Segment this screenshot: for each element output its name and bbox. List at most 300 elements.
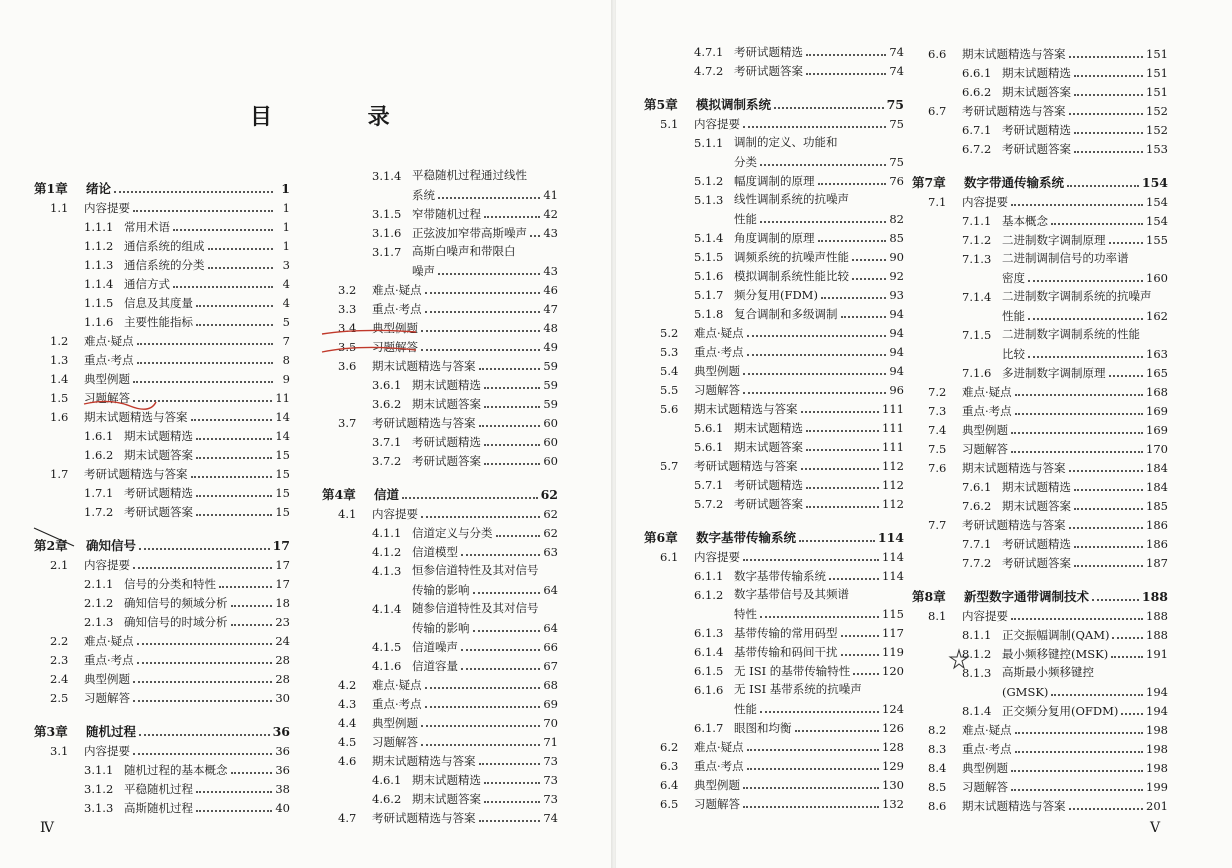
entry-page: 75: [889, 155, 904, 169]
toc-chapter-entry: [322, 478, 558, 502]
entry-label: 考研试题精选与答案: [84, 467, 188, 481]
entry-page: 3: [282, 258, 290, 272]
toc-entry: [322, 673, 558, 692]
entry-label: 正交频分复用(OFDM): [1002, 704, 1119, 718]
entry-page: 94: [889, 326, 904, 340]
entry-number: 6.7.1: [962, 123, 992, 137]
entry-label: 平稳随机过程通过线性: [412, 168, 527, 182]
entry-page: 43: [543, 226, 558, 240]
entry-label: 恒参信道特性及其对信号: [412, 563, 539, 577]
entry-page: 112: [882, 478, 904, 492]
entry-label: 调频系统的抗噪声性能: [734, 250, 849, 264]
entry-label: 难点·疑点: [372, 283, 422, 297]
leader-dots: [1069, 55, 1144, 58]
entry-label: 期末试题精选与答案: [84, 410, 188, 424]
entry-page: 62: [543, 507, 558, 521]
leader-dots: [806, 429, 879, 432]
entry-label: 信道: [374, 487, 400, 502]
entry-page: 64: [543, 583, 558, 597]
toc-column-left-2: [322, 164, 558, 825]
entry-number: 2.1: [50, 558, 69, 572]
leader-dots: [133, 752, 272, 755]
entry-label: 期末试题精选与答案: [962, 461, 1066, 475]
entry-number: 5.1: [660, 117, 679, 131]
entry-number: 1.7.2: [84, 505, 114, 519]
entry-number: 8.1.2: [962, 647, 992, 661]
toc-entry: [912, 494, 1168, 513]
toc-entry: [322, 316, 558, 335]
entry-page: 23: [275, 615, 290, 629]
entry-page: 59: [543, 359, 558, 373]
entry-label: 习题解答: [962, 780, 1008, 794]
toc-entry: [644, 40, 904, 59]
toc-entry: [912, 361, 1168, 380]
toc-entry: [34, 572, 290, 591]
entry-number: 3.3: [338, 302, 357, 316]
toc-entry: [322, 297, 558, 316]
leader-dots: [461, 648, 540, 651]
entry-label: 典型例题: [962, 423, 1008, 437]
entry-label: 信道模型: [412, 545, 458, 559]
leader-dots: [1069, 469, 1144, 472]
toc-chapter-entry: [34, 715, 290, 739]
entry-label: 信道定义与分类: [412, 526, 493, 540]
entry-page: 11: [275, 391, 290, 405]
leader-dots: [496, 534, 541, 537]
entry-number: 4.6: [338, 754, 357, 768]
entry-number: 4.1.5: [372, 640, 402, 654]
entry-number: 5.1.7: [694, 288, 724, 302]
entry-label: 典型例题: [372, 716, 418, 730]
leader-dots: [137, 642, 273, 645]
leader-dots: [196, 494, 272, 497]
toc-entry: [34, 481, 290, 500]
leader-dots: [801, 410, 880, 413]
leader-dots: [1069, 526, 1144, 529]
entry-label: 期末试题精选与答案: [962, 47, 1066, 61]
entry-number: 6.5: [660, 797, 679, 811]
toc-entry: [912, 437, 1168, 456]
entry-number: 3.5: [338, 340, 357, 354]
entry-page: 1: [282, 239, 290, 253]
entry-label: 考研试题答案: [734, 497, 803, 511]
entry-label: 高斯白噪声和带限白: [412, 244, 516, 258]
entry-page: 60: [543, 435, 558, 449]
entry-page: 63: [543, 545, 558, 559]
entry-page: 17: [272, 538, 290, 553]
entry-label: 重点·考点: [372, 302, 422, 316]
entry-label: 重点·考点: [372, 697, 422, 711]
toc-entry: [34, 648, 290, 667]
entry-page: 24: [275, 634, 290, 648]
toc-entry: [34, 215, 290, 234]
toc-column-right-2: [912, 42, 1168, 813]
entry-number: 3.1.1: [84, 763, 114, 777]
entry-page: 151: [1146, 47, 1168, 61]
toc-entry: [912, 118, 1168, 137]
entry-page: 59: [543, 397, 558, 411]
entry-number: 3.1.7: [372, 245, 402, 259]
entry-label: 平稳随机过程: [124, 782, 193, 796]
entry-label: 眼图和均衡: [734, 721, 792, 735]
toc-entry: [912, 418, 1168, 437]
entry-number: 1.1.3: [84, 258, 114, 272]
toc-entry: [34, 272, 290, 291]
entry-page: 15: [275, 505, 290, 519]
entry-number: 6.3: [660, 759, 679, 773]
leader-dots: [743, 805, 879, 808]
entry-label: 重点·考点: [694, 345, 744, 359]
entry-page: 128: [882, 740, 904, 754]
entry-page: 62: [540, 487, 558, 502]
toc-entry: [34, 386, 290, 405]
entry-number: 7.1.1: [962, 214, 992, 228]
toc-entry: [912, 513, 1168, 532]
leader-dots: [1074, 488, 1143, 491]
entry-number: 2.1.1: [84, 577, 114, 591]
entry-label: 期末试题答案: [1002, 85, 1071, 99]
leader-dots: [747, 767, 879, 770]
toc-entry: [912, 42, 1168, 61]
toc-entry: [912, 80, 1168, 99]
leader-dots: [191, 418, 273, 421]
entry-label: 考研试题精选: [1002, 123, 1071, 137]
leader-dots: [421, 348, 540, 351]
entry-page: 38: [275, 782, 290, 796]
entry-number: 7.6.2: [962, 499, 992, 513]
toc-entry: [322, 430, 558, 449]
leader-dots: [231, 604, 273, 607]
leader-dots: [133, 699, 272, 702]
entry-number: 6.2: [660, 740, 679, 754]
entry-number: 8.6: [928, 799, 947, 813]
entry-number: 1.7: [50, 467, 69, 481]
entry-label: 期末试题答案: [1002, 499, 1071, 513]
leader-dots: [1011, 769, 1143, 772]
entry-page: 75: [886, 97, 904, 112]
entry-number: 4.1.3: [372, 564, 402, 578]
entry-page: 155: [1146, 233, 1168, 247]
entry-page: 152: [1146, 104, 1168, 118]
leader-dots: [747, 334, 887, 337]
entry-label: 重点·考点: [84, 353, 134, 367]
leader-dots: [841, 653, 880, 656]
entry-page: 69: [543, 697, 558, 711]
entry-page: 186: [1146, 518, 1168, 532]
entry-label: 考研试题答案: [734, 64, 803, 78]
leader-dots: [1015, 393, 1143, 396]
entry-page: 73: [543, 773, 558, 787]
toc-chapter-entry: [644, 88, 904, 112]
entry-page: 151: [1146, 85, 1168, 99]
entry-number: 4.1.6: [372, 659, 402, 673]
leader-dots: [795, 729, 880, 732]
toc-entry: [912, 623, 1168, 642]
entry-page: 7: [282, 334, 290, 348]
toc-entry: [34, 500, 290, 519]
entry-page: 120: [882, 664, 904, 678]
entry-page: 68: [543, 678, 558, 692]
toc-entry: [644, 640, 904, 659]
toc-entry: [34, 739, 290, 758]
leader-dots: [484, 215, 540, 218]
toc-entry: [912, 399, 1168, 418]
entry-label: 考研试题精选: [734, 478, 803, 492]
entry-label: 重点·考点: [962, 742, 1012, 756]
leader-dots: [1069, 807, 1144, 810]
entry-number: 1.1: [50, 201, 69, 215]
entry-page: 191: [1146, 647, 1168, 661]
leader-dots: [1015, 412, 1143, 415]
entry-page: 152: [1146, 123, 1168, 137]
toc-entry: [912, 285, 1168, 323]
entry-label: 内容提要: [84, 201, 130, 215]
entry-label: 难点·疑点: [84, 634, 134, 648]
entry-number: 3.1.2: [84, 782, 114, 796]
toc-entry: [644, 283, 904, 302]
leader-dots: [137, 661, 273, 664]
entry-label: 确知信号的时域分析: [124, 615, 228, 629]
entry-number: 5.1.5: [694, 250, 724, 264]
toc-entry: [322, 502, 558, 521]
toc-entry: [644, 735, 904, 754]
entry-label: 数字基带信号及其频谱: [734, 587, 849, 601]
entry-number: 6.1.3: [694, 626, 724, 640]
leader-dots: [133, 566, 272, 569]
toc-entry: [322, 411, 558, 430]
toc-entry: [912, 456, 1168, 475]
entry-page: 111: [882, 421, 904, 435]
toc-entry: [322, 392, 558, 411]
toc-entry: [644, 169, 904, 188]
entry-label: 新型数字通带调制技术: [964, 589, 1090, 604]
entry-label: 无 ISI 的基带传输特性: [734, 664, 851, 678]
entry-number: 1.6.2: [84, 448, 114, 462]
leader-dots: [133, 680, 272, 683]
entry-number: 1.1.5: [84, 296, 114, 310]
entry-number: 3.7: [338, 416, 357, 430]
entry-page: 194: [1146, 704, 1168, 718]
toc-entry: [912, 532, 1168, 551]
entry-page: 119: [882, 645, 904, 659]
entry-label: 信道噪声: [412, 640, 458, 654]
toc-entry: [34, 424, 290, 443]
entry-label: 窄带随机过程: [412, 207, 481, 221]
leader-dots: [743, 372, 886, 375]
toc-entry: [34, 291, 290, 310]
leader-dots: [806, 505, 879, 508]
entry-number: 4.1.1: [372, 526, 402, 540]
entry-label: 二进制数字调制原理: [1002, 233, 1106, 247]
entry-number: 7.1.4: [962, 290, 992, 304]
leader-dots: [219, 585, 272, 588]
entry-page: 111: [882, 440, 904, 454]
entry-label: 难点·疑点: [372, 678, 422, 692]
entry-number: 7.7.2: [962, 556, 992, 570]
toc-entry: [912, 190, 1168, 209]
leader-dots: [1111, 655, 1143, 658]
entry-number: 3.1.6: [372, 226, 402, 240]
entry-number: 6.1.5: [694, 664, 724, 678]
toc-entry: [644, 678, 904, 716]
entry-label: 二进制数字调制系统的性能: [1002, 327, 1140, 341]
leader-dots: [425, 705, 541, 708]
entry-page: 115: [882, 607, 904, 621]
leader-dots: [806, 448, 879, 451]
leader-dots: [438, 196, 540, 199]
toc-chapter-entry: [644, 521, 904, 545]
page-number-left: Ⅳ: [40, 820, 54, 836]
entry-number: 4.7.2: [694, 64, 724, 78]
entry-number: 1.6: [50, 410, 69, 424]
leader-dots: [231, 623, 273, 626]
leader-dots: [196, 323, 273, 326]
entry-page: 47: [543, 302, 558, 316]
leader-dots: [747, 748, 879, 751]
entry-page: 74: [889, 64, 904, 78]
entry-label: 期末试题精选与答案: [694, 402, 798, 416]
leader-dots: [208, 247, 274, 250]
toc-entry: [322, 521, 558, 540]
toc-entry: [322, 354, 558, 373]
page-number-right: Ⅴ: [1150, 820, 1161, 836]
entry-number: 7.4: [928, 423, 947, 437]
toc-entry: [912, 794, 1168, 813]
entry-page: 151: [1146, 66, 1168, 80]
entry-page: 28: [275, 653, 290, 667]
toc-entry: [644, 131, 904, 169]
entry-number: 1.1.1: [84, 220, 114, 234]
entry-page: 4: [282, 296, 290, 310]
entry-number: 第1章: [34, 181, 68, 196]
entry-label: 频分复用(FDM): [734, 288, 818, 302]
entry-label: 最小频移键控(MSK): [1002, 647, 1109, 661]
entry-number: 8.1.4: [962, 704, 992, 718]
toc-entry: [322, 730, 558, 749]
entry-label: 重点·考点: [694, 759, 744, 773]
left-page: [0, 0, 612, 868]
entry-label: 信号的分类和特性: [124, 577, 216, 591]
entry-number: 8.2: [928, 723, 947, 737]
entry-number: 6.6.2: [962, 85, 992, 99]
entry-page: 160: [1146, 271, 1168, 285]
toc-entry: [322, 335, 558, 354]
entry-label: 高斯随机过程: [124, 801, 193, 815]
toc-entry: [322, 164, 558, 202]
toc-entry: [912, 323, 1168, 361]
leader-dots: [1109, 241, 1144, 244]
leader-dots: [801, 467, 880, 470]
entry-label: 习题解答: [84, 391, 130, 405]
leader-dots: [133, 399, 272, 402]
entry-page: 162: [1146, 309, 1168, 323]
toc-entry: [644, 545, 904, 564]
leader-dots: [1074, 150, 1143, 153]
entry-page: 168: [1146, 385, 1168, 399]
entry-label: 常用术语: [124, 220, 170, 234]
entry-number: 4.7.1: [694, 45, 724, 59]
toc-entry: [322, 373, 558, 392]
entry-label: 习题解答: [962, 442, 1008, 456]
toc-entry: [34, 610, 290, 629]
toc-entry: [322, 749, 558, 768]
entry-label-continued: 密度: [1002, 271, 1025, 285]
entry-label: 重点·考点: [962, 404, 1012, 418]
leader-dots: [139, 733, 270, 736]
entry-number: 3.1: [50, 744, 69, 758]
entry-number: 6.6: [928, 47, 947, 61]
leader-dots: [196, 437, 272, 440]
entry-label: 确知信号: [86, 538, 137, 553]
leader-dots: [853, 672, 879, 675]
entry-number: 2.5: [50, 691, 69, 705]
leader-dots: [484, 386, 540, 389]
toc-entry: [644, 416, 904, 435]
toc-entry: [34, 758, 290, 777]
entry-page: 60: [543, 454, 558, 468]
leader-dots: [760, 615, 879, 618]
entry-number: 4.5: [338, 735, 357, 749]
leader-dots: [799, 539, 875, 542]
leader-dots: [818, 182, 887, 185]
leader-dots: [1074, 545, 1143, 548]
entry-number: 7.7: [928, 518, 947, 532]
entry-page: 43: [543, 264, 558, 278]
leader-dots: [747, 353, 887, 356]
entry-number: 2.2: [50, 634, 69, 648]
entry-label-continued: 性能: [734, 212, 757, 226]
toc-entry: [322, 540, 558, 559]
toc-entry: [644, 435, 904, 454]
entry-number: 7.7.1: [962, 537, 992, 551]
entry-number: 5.1.8: [694, 307, 724, 321]
toc-entry: [912, 247, 1168, 285]
leader-dots: [1074, 93, 1143, 96]
entry-page: 187: [1146, 556, 1168, 570]
entry-number: 3.7.1: [372, 435, 402, 449]
toc-entry: [912, 99, 1168, 118]
toc-title: 目 录: [250, 104, 434, 130]
leader-dots: [473, 591, 541, 594]
entry-number: 5.4: [660, 364, 679, 378]
entry-label: 期末试题精选: [412, 378, 481, 392]
entry-label: 期末试题精选与答案: [372, 754, 476, 768]
toc-chapter-entry: [34, 529, 290, 553]
toc-entry: [912, 756, 1168, 775]
entry-page: 8: [282, 353, 290, 367]
entry-label-continued: 性能: [1002, 309, 1025, 323]
entry-number: 6.7.2: [962, 142, 992, 156]
toc-entry: [644, 245, 904, 264]
toc-entry: [912, 228, 1168, 247]
leader-dots: [818, 239, 887, 242]
entry-page: 117: [882, 626, 904, 640]
entry-number: 4.6.1: [372, 773, 402, 787]
entry-page: 199: [1146, 780, 1168, 794]
entry-number: 4.2: [338, 678, 357, 692]
entry-number: 7.5: [928, 442, 947, 456]
toc-entry: [644, 226, 904, 245]
entry-label: 习题解答: [84, 691, 130, 705]
entry-label: 习题解答: [694, 797, 740, 811]
toc-entry: [322, 635, 558, 654]
entry-label: 无 ISI 基带系统的抗噪声: [734, 682, 862, 696]
entry-label-continued: 传输的影响: [412, 621, 470, 635]
leader-dots: [484, 405, 540, 408]
entry-page: 40: [275, 801, 290, 815]
leader-dots: [1121, 712, 1143, 715]
entry-number: 2.3: [50, 653, 69, 667]
